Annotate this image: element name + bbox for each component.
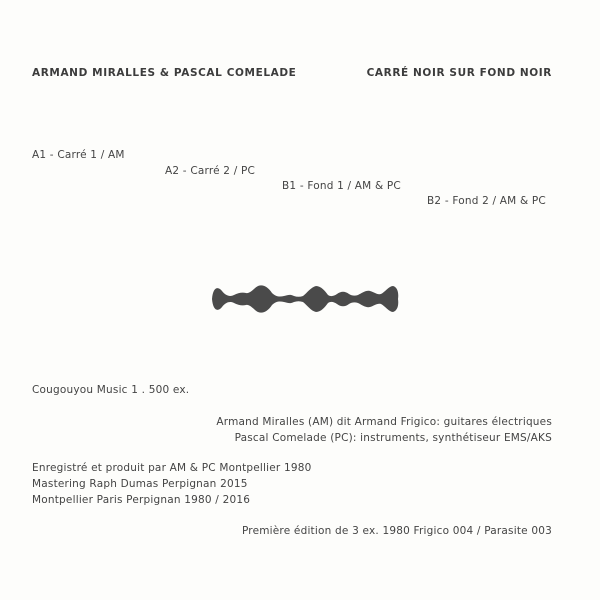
first-edition-note: Première édition de 3 ex. 1980 Frigico 004 / Parasite 003 — [241, 525, 552, 537]
label-edition-count: Cougouyou Music 1 . 500 ex. — [32, 384, 190, 396]
artist-names: ARMAND MIRALLES & PASCAL COMELADE — [32, 67, 297, 79]
album-title: CARRÉ NOIR SUR FOND NOIR — [366, 67, 552, 79]
production-places: Montpellier Paris Perpignan 1980 / 2016 — [32, 494, 251, 506]
credit-armand: Armand Miralles (AM) dit Armand Frigico: guitares électriques — [216, 416, 552, 428]
track-a2: A2 - Carré 2 / PC — [165, 165, 256, 177]
waveform-graphic — [210, 282, 400, 316]
production-recorded: Enregistré et produit par AM & PC Montpellier 1980 — [32, 462, 312, 474]
production-mastering: Mastering Raph Dumas Perpignan 2015 — [32, 478, 248, 490]
credit-pascal: Pascal Comelade (PC): instruments, synthétiseur EMS/AKS — [234, 432, 552, 444]
waveform-shape — [212, 285, 398, 312]
track-a1: A1 - Carré 1 / AM — [32, 149, 125, 161]
track-b2: B2 - Fond 2 / AM & PC — [427, 195, 546, 207]
track-b1: B1 - Fond 1 / AM & PC — [282, 180, 401, 192]
